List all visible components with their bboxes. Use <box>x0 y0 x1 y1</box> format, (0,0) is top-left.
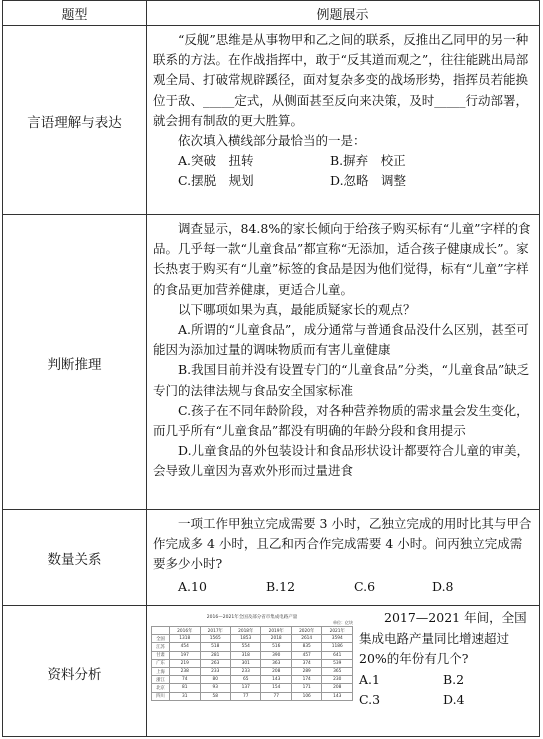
data-table-figure <box>151 614 353 701</box>
passage-text: 一项工作甲独立完成需要 3 小时，乙独立完成的用时比其与甲合作完成多 4 小时，且乙和丙合作完成需要 4 小时。问丙独立完成需要多少小时? <box>153 516 532 572</box>
data-table-cell: 835 <box>291 643 321 651</box>
data-table-cell: 301 <box>230 659 260 667</box>
option-a: A.1 <box>359 671 380 687</box>
data-table-cell: 641 <box>322 651 353 659</box>
option-b: B.2 <box>443 671 465 687</box>
data-table-cell: 390 <box>261 651 291 659</box>
data-table-row <box>152 659 353 667</box>
category-label: 判断推理 <box>47 356 102 373</box>
data-table-cell: 263 <box>200 659 230 667</box>
data-table-cell: 154 <box>261 684 291 692</box>
data-table-cell: 219 <box>170 659 200 667</box>
option-c: C.6 <box>354 578 376 594</box>
data-table-cell: 2021年 <box>322 627 353 635</box>
data-table-cell: 江苏 <box>152 643 170 651</box>
data-table-cell: 1318 <box>170 635 200 643</box>
data-table-cell: 2016年 <box>170 627 200 635</box>
passage-text: “反舰”思维是从事物甲和乙之间的联系，反推出乙同甲的另一种联系的方法。在作战指挥中，敢于“反其道而观之”，往往能跳出局部观全局、打破常规辟蹊径，面对复杂多变的战场形势，指挥员若能换位于敌、_____定式，从侧面甚至反向来决策，及时_____行动部署，就会拥有制敌的更大胜算。 <box>153 32 529 128</box>
row-reasoning <box>3 214 539 509</box>
option-d: D.8 <box>432 578 454 594</box>
data-table-cell: 516 <box>261 643 291 651</box>
data-table-cell: 四川 <box>152 692 170 700</box>
header-type: 题型 <box>61 7 88 23</box>
data-table-row <box>152 635 353 643</box>
data-table-cell: 1565 <box>200 635 230 643</box>
data-table-cell: 365 <box>322 667 353 675</box>
question-text: 依次填入横线部分最恰当的一是： <box>178 133 366 149</box>
data-table-cell: 208 <box>322 684 353 692</box>
data-table-cell: 554 <box>230 643 260 651</box>
option-b: B.12 <box>266 578 296 594</box>
data-table-cell: 31 <box>170 692 200 700</box>
data-table-cell: 143 <box>322 692 353 700</box>
data-table-row <box>152 651 353 659</box>
option-c: C.摆脱 规划 <box>178 173 254 189</box>
data-table-cell: 80 <box>200 676 230 684</box>
data-table-cell: 233 <box>200 667 230 675</box>
option-a: A.突破 扭转 <box>178 153 254 169</box>
data-table-cell: 77 <box>230 692 260 700</box>
data-table-cell: 1186 <box>322 643 353 651</box>
data-table-cell: 2018 <box>261 635 291 643</box>
question-table <box>2 0 540 737</box>
option-c: C.孩子在不同年龄阶段，对各种营养物质的需求量会发生变化，而几乎所有“儿童食品”都没有明确的年龄分段和食用提示 <box>153 402 529 439</box>
data-table-cell: 广东 <box>152 659 170 667</box>
option-a: A.所谓的“儿童食品”，成分通常与普通食品没什么区别，甚至可能因为添加过量的调味物质而有害儿童健康 <box>153 322 529 358</box>
option-b: B.摒弃 校正 <box>330 153 406 169</box>
row-data-analysis <box>3 605 539 738</box>
data-table-cell: 143 <box>261 676 291 684</box>
data-table-cell: 106 <box>291 692 321 700</box>
data-table-cell: 3594 <box>322 635 353 643</box>
data-table-cell: 81 <box>170 684 200 692</box>
category-label: 数量关系 <box>47 552 102 568</box>
data-table-cell: 318 <box>230 651 260 659</box>
data-table-cell: 208 <box>261 667 291 675</box>
data-table-cell: 238 <box>170 667 200 675</box>
option-d: D.忽略 调整 <box>330 173 407 189</box>
data-table-cell: 454 <box>170 643 200 651</box>
data-table-cell: 浙江 <box>152 676 170 684</box>
header-example: 例题展示 <box>316 7 369 23</box>
data-table-cell: 74 <box>170 676 200 684</box>
option-d: D.儿童食品的外包装设计和食品形状设计都要符合儿童的审美，会导致儿童因为喜欢外形而过量进食 <box>153 443 530 479</box>
data-table-cell: 281 <box>200 651 230 659</box>
data-table-cell: 363 <box>261 659 291 667</box>
data-table-cell: 374 <box>291 659 321 667</box>
category-label: 言语理解与表达 <box>27 114 122 131</box>
data-table-cell: 上海 <box>152 667 170 675</box>
data-table-cell: 77 <box>261 692 291 700</box>
data-table-cell: 2018年 <box>230 627 260 635</box>
data-table-unit: 单位：亿块 <box>333 620 353 625</box>
data-table-cell: 93 <box>200 684 230 692</box>
option-d: D.4 <box>443 692 465 707</box>
data-table-row <box>152 692 353 700</box>
data-table-cell: 2019年 <box>261 627 291 635</box>
data-table-cell: 137 <box>230 684 260 692</box>
data-table-cell: 289 <box>291 667 321 675</box>
category-label: 资料分析 <box>47 666 102 683</box>
data-table-cell: 58 <box>200 692 230 700</box>
data-table-row <box>152 676 353 684</box>
data-table-cell: 518 <box>200 643 230 651</box>
data-table-cell: 539 <box>322 659 353 667</box>
option-c: C.3 <box>359 692 381 707</box>
data-table-cell: 北京 <box>152 684 170 692</box>
data-table-title: 2016—2021年全国及部分省市集成电路产量 <box>206 615 298 620</box>
data-table-cell: 2017年 <box>200 627 230 635</box>
data-table-cell: 2020年 <box>291 627 321 635</box>
data-table-cell: 457 <box>291 651 321 659</box>
data-table-cell: 全国 <box>152 635 170 643</box>
data-table-cell: 65 <box>230 676 260 684</box>
data-table-cell <box>152 627 170 635</box>
data-table-cell: 197 <box>170 651 200 659</box>
data-table-cell: 2614 <box>291 635 321 643</box>
data-table-cell: 230 <box>322 676 353 684</box>
row-quantitative <box>3 509 539 605</box>
data-table-cell: 171 <box>291 684 321 692</box>
question-text: 2017—2021 年间，全国集成电路产量同比增速超过 20%的年份有几个? <box>359 610 527 666</box>
data-table-cell: 233 <box>230 667 260 675</box>
row-verbal <box>3 25 539 214</box>
question-text: 以下哪项如果为真，最能质疑家长的观点？ <box>178 301 416 317</box>
data-table-row <box>152 667 353 675</box>
data-table-row <box>152 684 353 692</box>
data-table-cell: 174 <box>291 676 321 684</box>
data-table-cell: 甘肃 <box>152 651 170 659</box>
data-table <box>151 626 353 701</box>
passage-text: 调查显示，84.8%的家长倾向于给孩子购买标有“儿童”字样的食品。几乎每一款“儿童食品”都宣称“无添加，适合孩子健康成长”。家长热衷于购买有“儿童”标签的食品是因为他们觉得，标有“儿童”字样的食品更加营养健康，更适合儿童。 <box>153 221 531 297</box>
data-table-row <box>152 643 353 651</box>
option-a: A.10 <box>178 578 207 594</box>
option-b: B.我国目前并没有设置专门的“儿童食品”分类，“儿童食品”缺乏专门的法律法规与食品安全国家标准 <box>153 362 530 398</box>
data-table-header-row <box>152 627 353 635</box>
data-table-cell: 1853 <box>230 635 260 643</box>
